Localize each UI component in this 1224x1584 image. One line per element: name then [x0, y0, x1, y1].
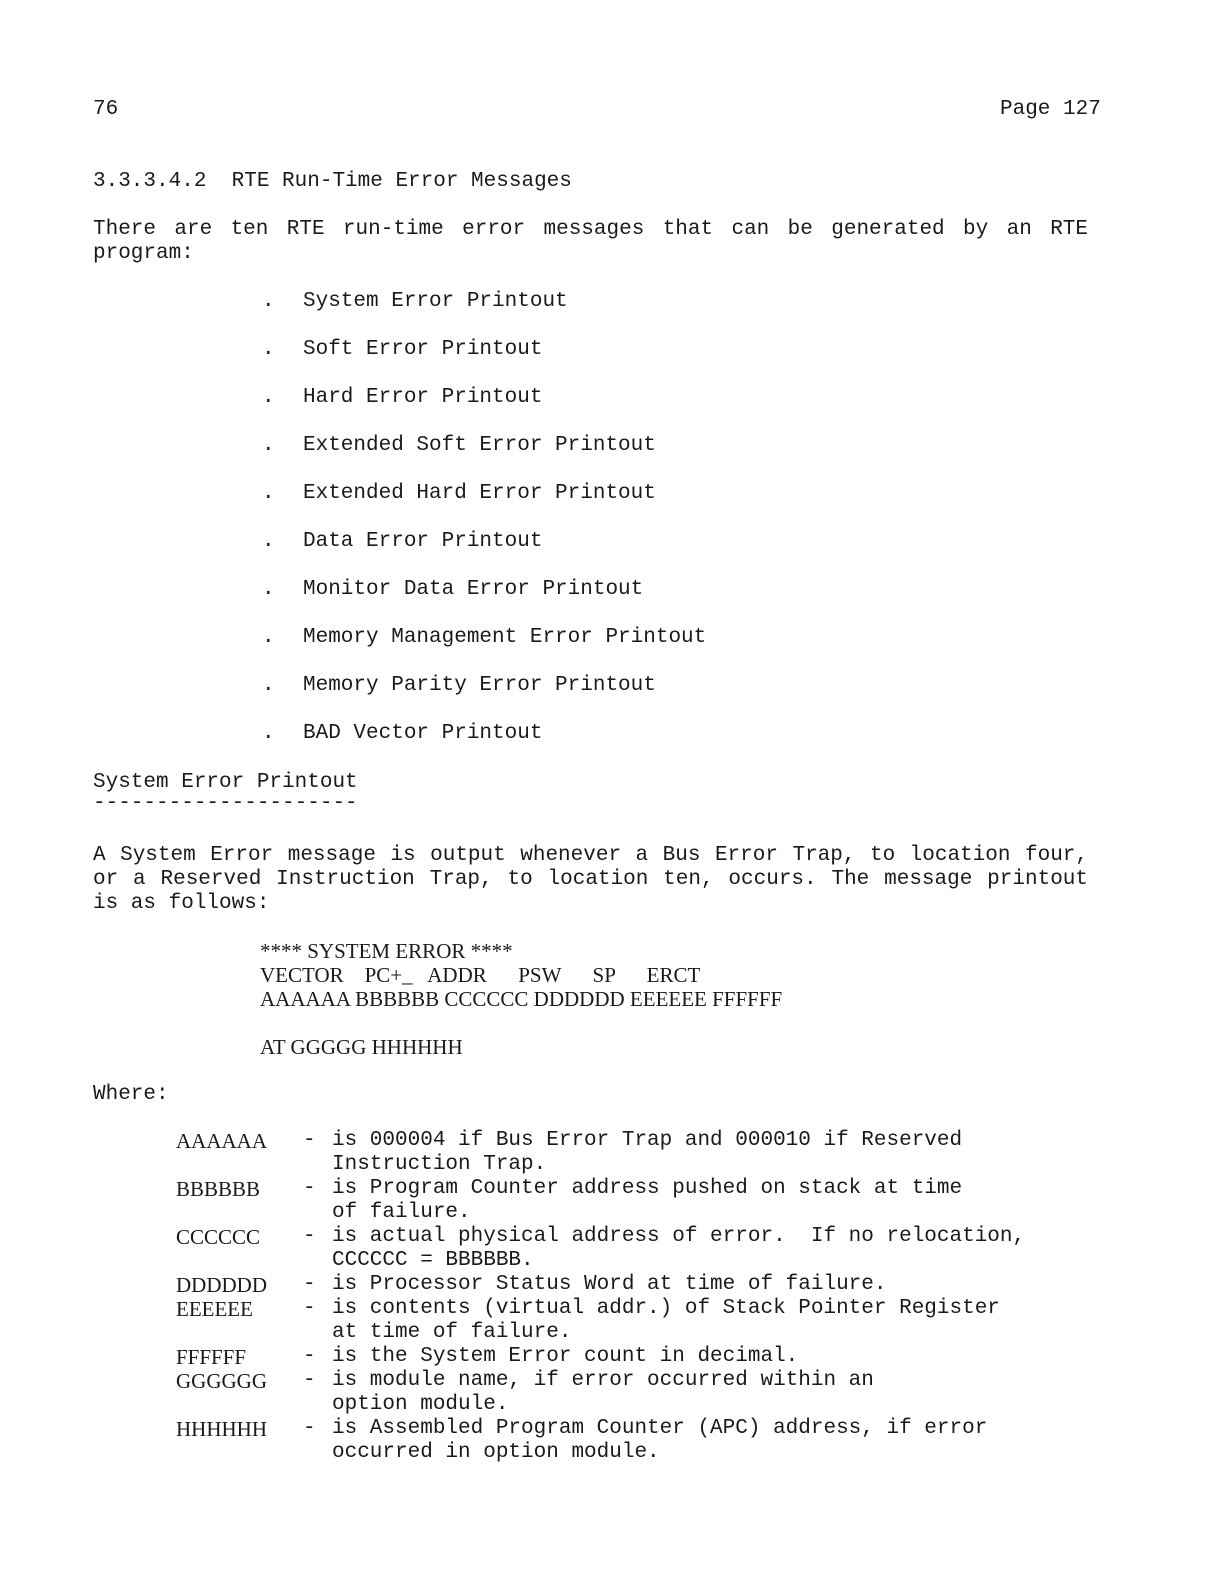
dash: -	[303, 1417, 316, 1440]
field-description: is 000004 if Bus Error Trap and 000010 if Reserved Instruction Trap.	[332, 1129, 963, 1176]
field-code: CCCCCC	[176, 1225, 261, 1249]
table-row	[176, 1177, 1122, 1225]
dash: -	[303, 1225, 316, 1248]
list-item: . Extended Hard Error Printout	[262, 480, 706, 528]
field-code: EEEEEE	[176, 1297, 253, 1321]
field-description: is Processor Status Word at time of failure.	[332, 1273, 887, 1296]
bullet-icon: .	[262, 338, 275, 361]
list-item: . Memory Management Error Printout	[262, 624, 706, 672]
dash: -	[303, 1297, 316, 1320]
list-item: . Memory Parity Error Printout	[262, 672, 706, 720]
table-row	[176, 1129, 1122, 1177]
bullet-icon: .	[262, 482, 275, 505]
section-heading: 3.3.3.4.2 RTE Run-Time Error Messages	[93, 170, 572, 193]
printout-values-line: AAAAAA BBBBBB CCCCCC DDDDDD EEEEEE FFFFFF	[260, 987, 783, 1011]
heading-underline: ---------------------	[93, 792, 358, 815]
bullet-icon: .	[262, 578, 275, 601]
bullet-icon: .	[262, 722, 275, 745]
system-error-paragraph: A System Error message is output whenever a Bus Error Trap, to location four, or a Reserved Instruction Trap, to location ten, occurs. The message printout is as follows:	[93, 844, 1088, 915]
list-item: . Hard Error Printout	[262, 384, 706, 432]
list-item: . System Error Printout	[262, 288, 706, 336]
list-item: . Extended Soft Error Printout	[262, 432, 706, 480]
field-code: HHHHHH	[176, 1417, 267, 1441]
field-description: is actual physical address of error. If no relocation, CCCCCC = BBBBBB.	[332, 1225, 1026, 1272]
field-description: is module name, if error occurred within an option module.	[332, 1369, 874, 1416]
list-item: . Data Error Printout	[262, 528, 706, 576]
table-row	[176, 1369, 1122, 1417]
field-code: AAAAAA	[176, 1129, 267, 1153]
dash: -	[303, 1177, 316, 1200]
list-item: . Soft Error Printout	[262, 336, 706, 384]
field-description: is Assembled Program Counter (APC) address, if error occurred in option module.	[332, 1417, 988, 1464]
bullet-icon: .	[262, 530, 275, 553]
printout-title-line: **** SYSTEM ERROR ****	[260, 939, 513, 963]
list-item: . BAD Vector Printout	[262, 720, 706, 768]
bullet-icon: .	[262, 626, 275, 649]
bullet-icon: .	[262, 674, 275, 697]
intro-paragraph: There are ten RTE run-time error messages that can be generated by an RTE program:	[93, 218, 1088, 265]
table-row	[176, 1297, 1122, 1345]
field-code: FFFFFF	[176, 1345, 247, 1369]
field-description: is Program Counter address pushed on stack at time of failure.	[332, 1177, 963, 1224]
table-row	[176, 1273, 1122, 1297]
printout-header-line: VECTOR PC+_ ADDR PSW SP ERCT	[260, 963, 701, 987]
where-label: Where:	[93, 1083, 169, 1106]
field-code: BBBBBB	[176, 1177, 261, 1201]
dash: -	[303, 1129, 316, 1152]
page-number: Page 127	[1000, 98, 1101, 121]
subsection-heading: System Error Printout	[93, 771, 358, 794]
list-item: . Monitor Data Error Printout	[262, 576, 706, 624]
table-row	[176, 1225, 1122, 1273]
field-description: is contents (virtual addr.) of Stack Pointer Register at time of failure.	[332, 1297, 1000, 1344]
field-code: GGGGGG	[176, 1369, 267, 1393]
bullet-icon: .	[262, 290, 275, 313]
printout-location-line: AT GGGGG HHHHHH	[260, 1035, 463, 1059]
table-row	[176, 1345, 1122, 1369]
bullet-icon: .	[262, 386, 275, 409]
error-message-list	[262, 288, 706, 768]
dash: -	[303, 1345, 316, 1368]
table-row	[176, 1417, 1122, 1465]
dash: -	[303, 1369, 316, 1392]
dash: -	[303, 1273, 316, 1296]
bullet-icon: .	[262, 434, 275, 457]
document-number: 76	[93, 98, 119, 121]
field-code: DDDDDD	[176, 1273, 267, 1297]
field-legend-table	[176, 1129, 1122, 1465]
field-description: is the System Error count in decimal.	[332, 1345, 799, 1368]
